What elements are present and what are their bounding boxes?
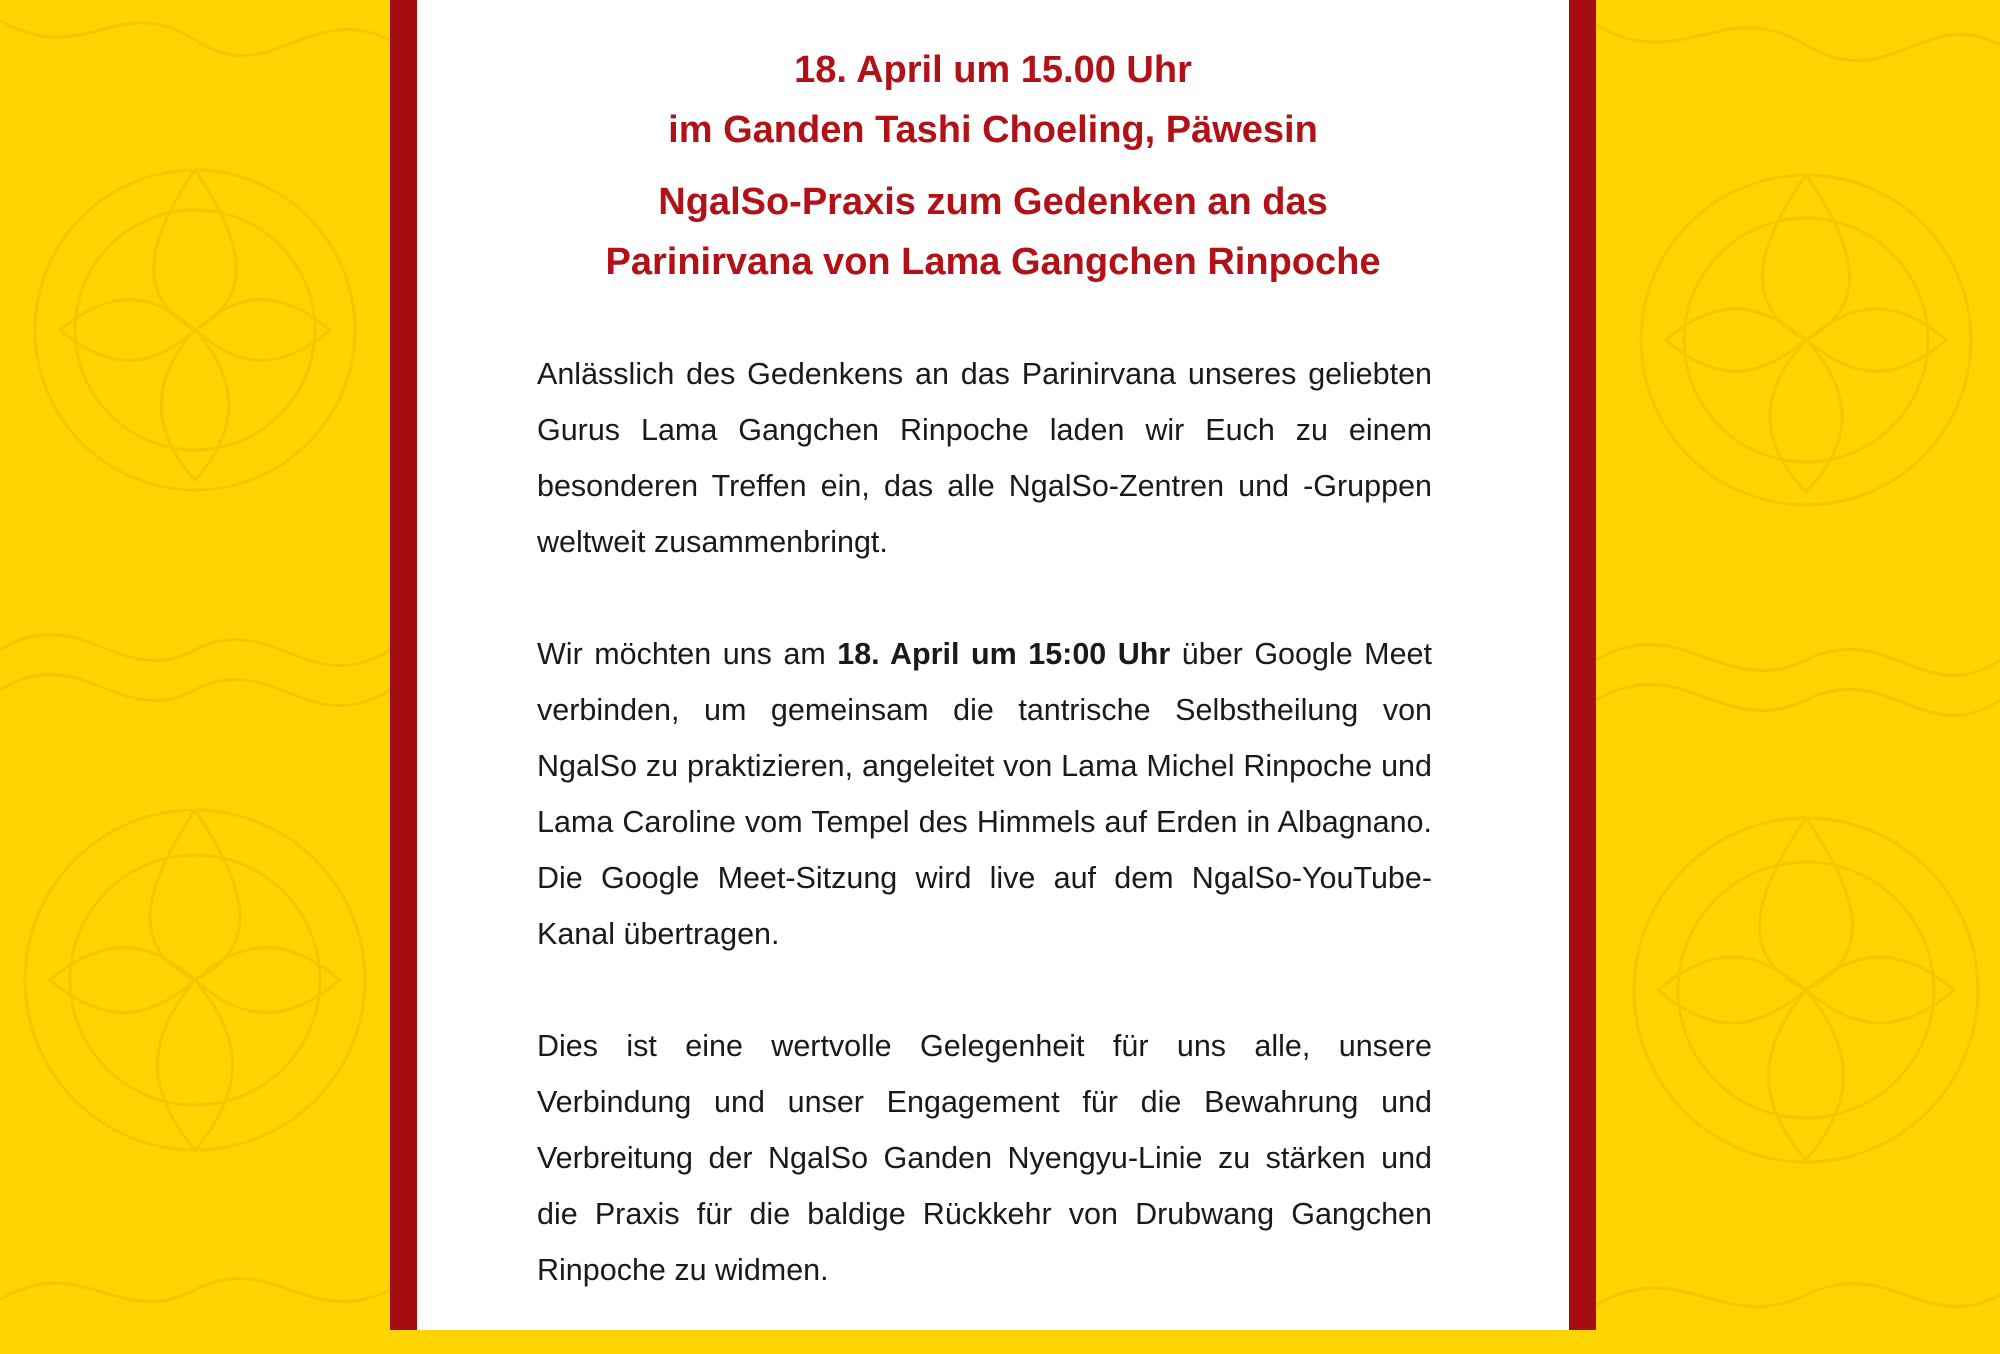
event-header	[417, 40, 1569, 292]
paragraph-invitation: Anlässlich des Gedenkens an das Parinirvana unseres geliebten Gurus Lama Gangchen Rinpoche laden wir Euch zu einem besonderen Treffen ein, das alle NgalSo-Zentren und -Gruppen weltweit zusammenbringt.	[537, 357, 1432, 559]
event-date: 18. April um 15.00 Uhr	[794, 49, 1192, 91]
paragraph-2-rest: über Google Meet verbinden, um gemeinsam die tantrische Selbstheilung von NgalSo zu praktizieren, angeleitet von Lama Michel Rinpoche und Lama Caroline vom Tempel des Himmels auf Erden in Albagnano. Die Google Meet-Sitzung wird live auf dem NgalSo-YouTube-Kanal übertragen.	[537, 637, 1432, 951]
paragraph-meeting-details	[537, 626, 1432, 962]
content-card	[417, 0, 1569, 1330]
event-title-line-2: Parinirvana von Lama Gangchen Rinpoche	[605, 241, 1381, 283]
event-location: im Ganden Tashi Choeling, Päwesin	[668, 109, 1318, 151]
meeting-time: 18. April um 15:00 Uhr	[837, 637, 1171, 671]
left-red-border	[390, 0, 417, 1330]
lotus-ornament-pattern	[0, 0, 390, 1330]
right-ornament-panel	[1596, 0, 2000, 1330]
right-red-border	[1569, 0, 1596, 1330]
event-title-line-1: NgalSo-Praxis zum Gedenken an das	[658, 181, 1328, 223]
lotus-ornament-pattern-right	[1596, 0, 2000, 1330]
event-description	[537, 346, 1432, 1354]
paragraph-2-intro: Wir möchten uns am	[537, 637, 838, 671]
event-title	[417, 172, 1569, 292]
left-ornament-panel	[0, 0, 390, 1330]
paragraph-dedication: Dies ist eine wertvolle Gelegenheit für uns alle, unsere Verbindung und unser Engagement für die Bewahrung und Verbreitung der NgalSo Ganden Nyengyu-Linie zu stärken und die Praxis für die baldige Rückkehr von Drubwang Gangchen Rinpoche zu widmen.	[537, 1029, 1432, 1287]
